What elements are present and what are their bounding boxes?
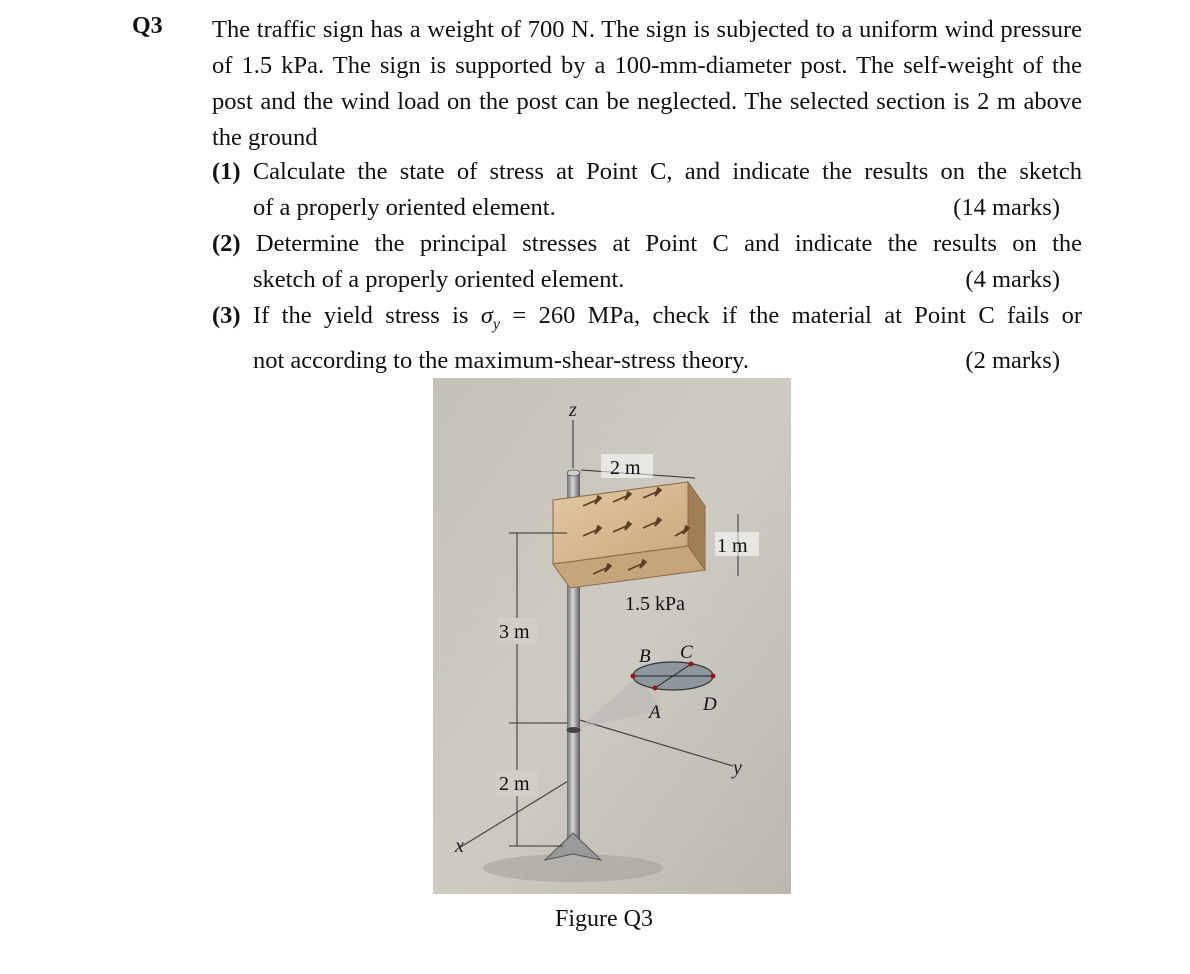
figure-caption: Figure Q3 (555, 906, 653, 932)
post-upper-label: 3 m (499, 621, 530, 643)
point-B-label: B (639, 646, 651, 667)
part-3-text-cont: not according to the maximum-shear-stress theory. (253, 346, 749, 374)
point-A-label: A (649, 702, 661, 723)
question-number: Q3 (132, 13, 163, 39)
point-B-marker (631, 674, 636, 679)
yield-stress-symbol: $\sigma_y$ (480, 302, 501, 333)
question-stem: The traffic sign has a weight of 700 N. The sign is subjected to a uniform wind pressure of 1.5 kPa. The sign is supported by a 100-mm-diameter post. The self-weight of the post and the wind load on the post can be neglected. The selected section is 2 m above the ground (212, 16, 1082, 151)
part-3-text-post: = 260 MPa, check if the material at Point C fails or (500, 302, 1083, 329)
part-3-label: (3) (212, 302, 241, 329)
x-axis-label: x (455, 835, 464, 857)
question-part-3 (212, 298, 1082, 379)
ground-shadow (483, 854, 663, 882)
part-2-text-cont: sketch of a properly oriented element. (253, 266, 625, 293)
height-label: 1 m (717, 535, 748, 557)
pressure-label: 1.5 kPa (625, 593, 685, 615)
part-3-text-pre: If the yield stress is (252, 302, 481, 329)
post-lower-label: 2 m (499, 773, 530, 795)
part-1-marks: (14 marks) (953, 194, 1060, 221)
question-part-1 (212, 154, 1082, 226)
question-part-2 (212, 226, 1082, 298)
figure-traffic-sign (433, 378, 791, 894)
part-2-line-1 (212, 226, 1082, 262)
part-2-marks: (4 marks) (965, 266, 1060, 293)
part-2-text: Determine the principal stresses at Point C and indicate the results on the (255, 230, 1083, 257)
section-cut-mark (567, 727, 581, 733)
part-3-marks: (2 marks) (965, 346, 1060, 374)
part-2-line-2 (212, 262, 1082, 298)
part-1-text-cont: of a properly oriented element. (253, 194, 556, 221)
part-3-line-1 (212, 298, 1082, 343)
point-A-marker (653, 686, 658, 691)
part-1-line-2 (212, 190, 1082, 226)
width-label: 2 m (610, 457, 641, 479)
part-3-line-2 (212, 343, 1082, 379)
point-D-marker (711, 674, 716, 679)
z-axis-label: z (569, 399, 577, 421)
part-1-text: Calculate the state of stress at Point C, and indicate the results on the sketch (252, 158, 1082, 185)
point-D-label: D (703, 694, 717, 715)
point-C-label: C (680, 642, 693, 663)
traffic-sign-diagram (433, 378, 791, 894)
y-axis-label: y (733, 757, 742, 779)
part-1-line-1 (212, 154, 1082, 190)
part-1-label: (1) (212, 158, 241, 185)
post-top (567, 470, 580, 476)
part-2-label: (2) (212, 230, 241, 257)
